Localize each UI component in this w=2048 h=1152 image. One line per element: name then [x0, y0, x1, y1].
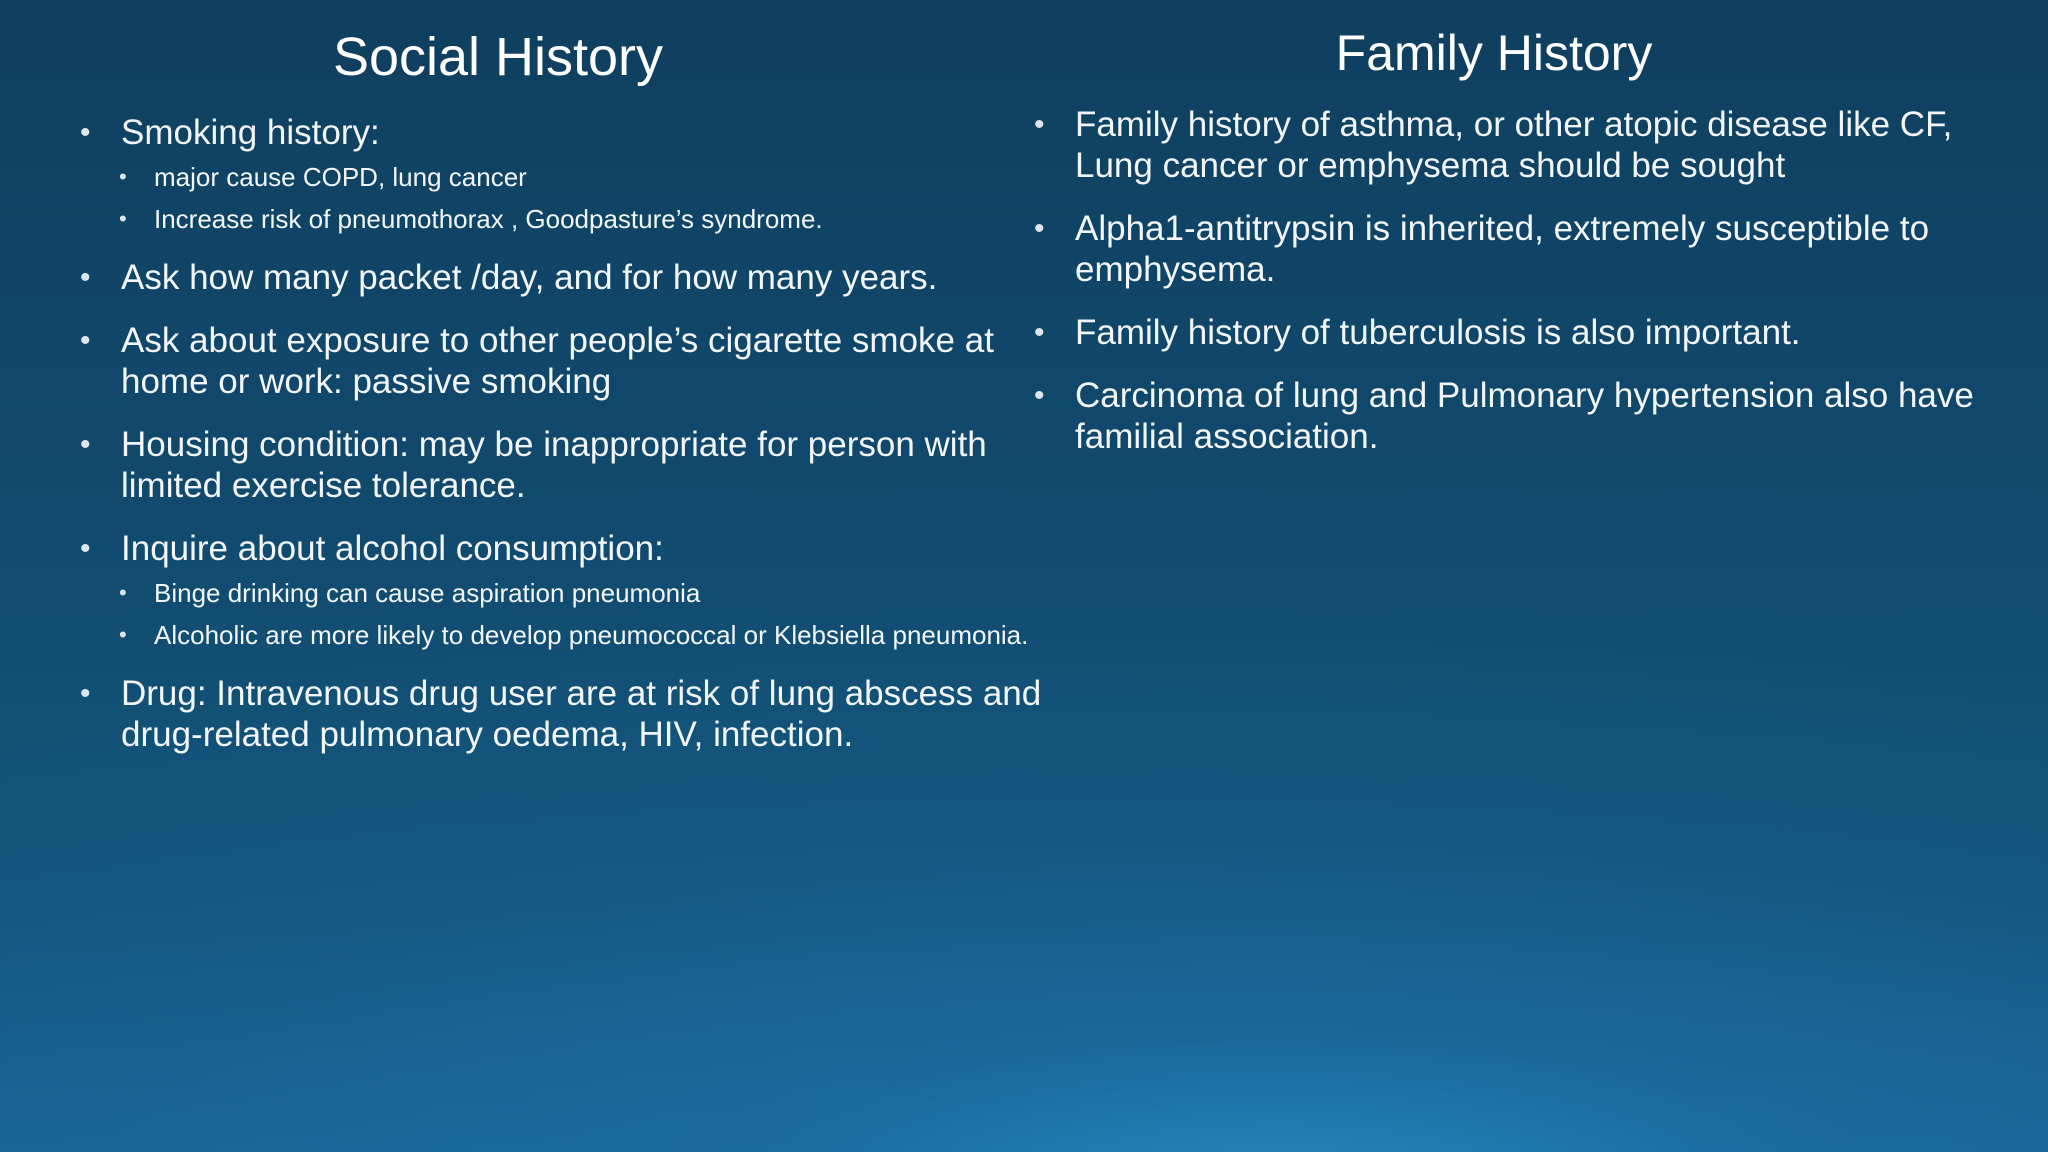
list-item — [80, 112, 1060, 153]
list-item — [1034, 208, 1994, 290]
list-item — [1034, 312, 1994, 353]
list-item-text: Family history of tuberculosis is also important. — [1075, 313, 1801, 352]
family-history-title: Family History — [1335, 25, 1653, 81]
list-item — [80, 528, 1060, 569]
list-item-text: Carcinoma of lung and Pulmonary hypertension also have familial association. — [1075, 376, 1974, 456]
sub-list-item — [117, 203, 1060, 235]
list-item-text: Family history of asthma, or other atopic disease like CF, Lung cancer or emphysema should be sought — [1075, 105, 1953, 185]
list-item-text: Smoking history: — [121, 113, 380, 152]
list-item-text: Alpha1-antitrypsin is inherited, extremely susceptible to emphysema. — [1075, 209, 1930, 289]
family-history-list — [1034, 104, 1994, 457]
list-item — [80, 424, 1060, 506]
sub-list-item — [117, 619, 1060, 651]
list-item — [1034, 104, 1994, 186]
list-item — [80, 257, 1060, 298]
sub-list-item-text: Increase risk of pneumothorax , Goodpasture’s syndrome. — [154, 204, 823, 234]
social-history-list — [80, 112, 1060, 755]
sub-list-item-text: major cause COPD, lung cancer — [154, 162, 527, 192]
list-item — [80, 320, 1060, 402]
list-item — [80, 673, 1060, 755]
list-item-text: Ask how many packet /day, and for how many years. — [121, 258, 938, 297]
list-item-text: Ask about exposure to other people’s cigarette smoke at home or work: passive smoking — [121, 321, 994, 401]
list-item-text: Housing condition: may be inappropriate for person with limited exercise tolerance. — [121, 425, 987, 505]
list-item-text: Drug: Intravenous drug user are at risk of lung abscess and drug-related pulmonary oedema, HIV, infection. — [121, 674, 1042, 754]
list-item — [1034, 375, 1994, 457]
sub-list-item-text: Alcoholic are more likely to develop pneumococcal or Klebsiella pneumonia. — [154, 620, 1029, 650]
sub-list-item-text: Binge drinking can cause aspiration pneumonia — [154, 578, 701, 608]
sub-list — [117, 161, 1060, 235]
sub-list-container — [80, 577, 1060, 651]
sub-list-item — [117, 161, 1060, 193]
sub-list-item — [117, 577, 1060, 609]
sub-list-container — [80, 161, 1060, 235]
list-item-text: Inquire about alcohol consumption: — [121, 529, 664, 568]
social-history-title: Social History — [332, 27, 664, 87]
sub-list — [117, 577, 1060, 651]
